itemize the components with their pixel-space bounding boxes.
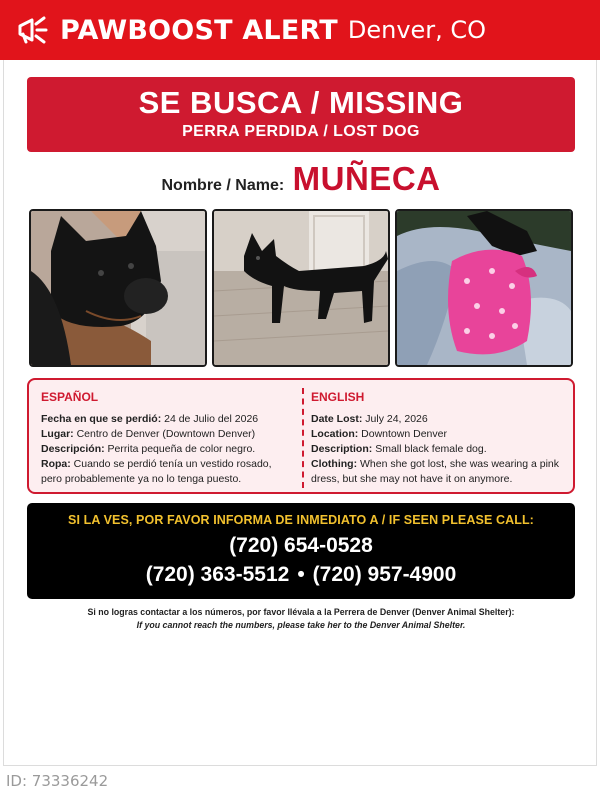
- dog-photo-pink-dress: [395, 209, 573, 367]
- date-lost-en: Date Lost: July 24, 2026: [311, 413, 428, 425]
- megaphone-icon: [10, 8, 54, 52]
- clothing-en: Clothing: When she got lost, she was wearing a pink dress, but she may not have it on anymore.: [311, 458, 560, 485]
- dog-photo-closeup: [29, 209, 207, 367]
- pawboost-header: [0, 0, 600, 60]
- clothing-es: Ropa: Cuando se perdió tenía un vestido rosado, pero probablemente ya no lo tenga puesto.: [41, 458, 272, 485]
- location-es: Lugar: Centro de Denver (Downtown Denver): [41, 428, 256, 440]
- location-en: Location: Downtown Denver: [311, 428, 447, 440]
- alert-id: ID: 73336242: [6, 772, 109, 790]
- english-heading: ENGLISH: [311, 390, 365, 404]
- shelter-note-es: Si no logras contactar a los números, por favor llévala a la Perrera de Denver (Denver Animal Shelter):: [87, 607, 515, 617]
- pet-name: MUÑECA: [292, 160, 441, 197]
- description-es: Descripción: Perrita pequeña de color negro.: [41, 443, 256, 455]
- pet-name-row: [4, 160, 598, 198]
- phone-tertiary[interactable]: (720) 957-4900: [312, 563, 457, 586]
- date-lost-es: Fecha en que se perdió: 24 de Julio del 2026: [41, 413, 259, 425]
- phone-secondary[interactable]: (720) 363-5512: [145, 563, 290, 586]
- details-english: [311, 390, 566, 487]
- shelter-note: [4, 606, 598, 632]
- lost-details-box: [27, 378, 575, 494]
- phone-separator: •: [297, 563, 305, 586]
- contact-box: [27, 503, 575, 599]
- lost-dog-flyer: [3, 60, 597, 766]
- missing-banner: [27, 77, 575, 152]
- description-en: Description: Small black female dog.: [311, 443, 487, 455]
- column-divider: [302, 388, 304, 488]
- alert-location: Denver, CO: [347, 16, 487, 44]
- shelter-note-en: If you cannot reach the numbers, please take her to the Denver Animal Shelter.: [136, 620, 466, 630]
- spanish-heading: ESPAÑOL: [41, 390, 99, 404]
- phone-secondary-row: [27, 563, 575, 587]
- banner-subtitle: PERRA PERDIDA / LOST DOG: [182, 123, 420, 140]
- pet-name-label: Nombre / Name:: [161, 177, 285, 194]
- dog-photo-standing: [212, 209, 390, 367]
- banner-title: SE BUSCA / MISSING: [138, 85, 464, 120]
- brand-title: PAWBOOST ALERT: [60, 14, 338, 46]
- contact-heading: SI LA VES, POR FAVOR INFORMA DE INMEDIATO A / IF SEEN PLEASE CALL:: [68, 513, 534, 527]
- details-spanish: [41, 390, 291, 487]
- phone-primary[interactable]: (720) 654-0528: [229, 534, 373, 557]
